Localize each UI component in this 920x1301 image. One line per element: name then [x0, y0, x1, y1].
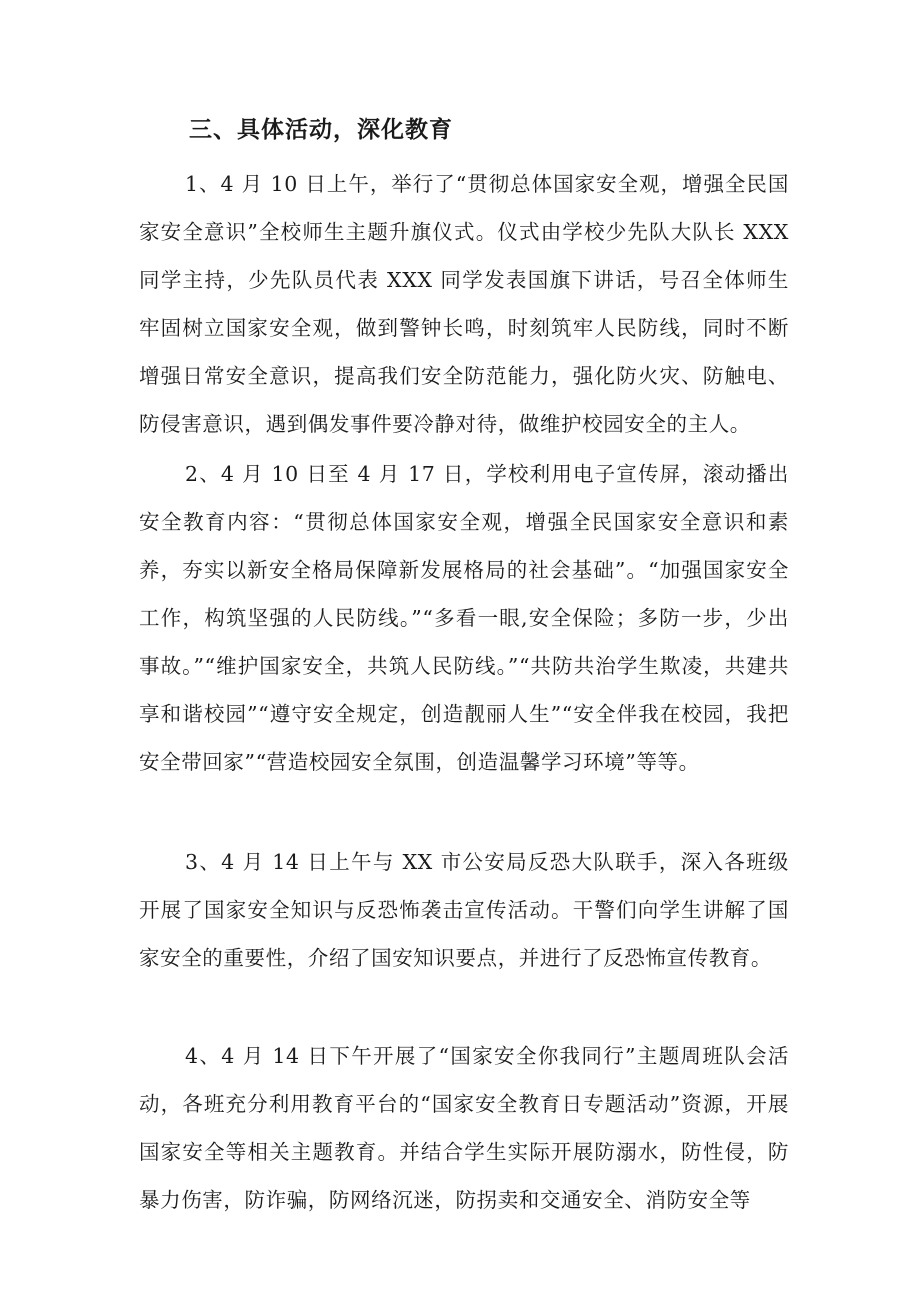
section-heading: 三、具体活动，深化教育 [189, 117, 453, 143]
paragraph-activity-2: 2、4 月 10 日至 4 月 17 日，学校利用电子宣传屏，滚动播出安全教育内容：“贯彻总体国家安全观，增强全民国家安全意识和素养，夯实以新安全格局保障新发展格局的社会基础”。“加强国家安全工作，构筑坚强的人民防线。”“多看一眼,安全保险；多防一步，少出事故。”“维护国家安全，共筑人民防线。”“共防共治学生欺凌，共建共享和谐校园”“遵守安全规定，创造靓丽人生”“安全伴我在校园，我把安全带回家”“营造校园安全氛围，创造温馨学习环境”等等。 [139, 462, 789, 774]
paragraph-activity-3: 3、4 月 14 日上午与 XX 市公安局反恐大队联手，深入各班级开展了国家安全知识与反恐怖袭击宣传活动。干警们向学生讲解了国家安全的重要性，介绍了国安知识要点，并进行了反恐怖宣传教育。 [139, 850, 789, 970]
paragraph-activity-1: 1、4 月 10 日上午，举行了“贯彻总体国家安全观，增强全民国家安全意识”全校师生主题升旗仪式。仪式由学校少先队大队长 XXX 同学主持，少先队员代表 XXX 同学发表国旗下讲话，号召全体师生牢固树立国家安全观，做到警钟长鸣，时刻筑牢人民防线，同时不断增强日常安全意识，提高我们安全防范能力，强化防火灾、防触电、防侵害意识，遇到偶发事件要冷静对待，做维护校园安全的主人。 [139, 172, 789, 436]
paragraph-activity-4: 4、4 月 14 日下午开展了“国家安全你我同行”主题周班队会活动，各班充分利用教育平台的“国家安全教育日专题活动”资源，开展国家安全等相关主题教育。并结合学生实际开展防溺水，防性侵，防暴力伤害，防诈骗，防网络沉迷，防拐卖和交通安全、消防安全等 [139, 1044, 789, 1212]
